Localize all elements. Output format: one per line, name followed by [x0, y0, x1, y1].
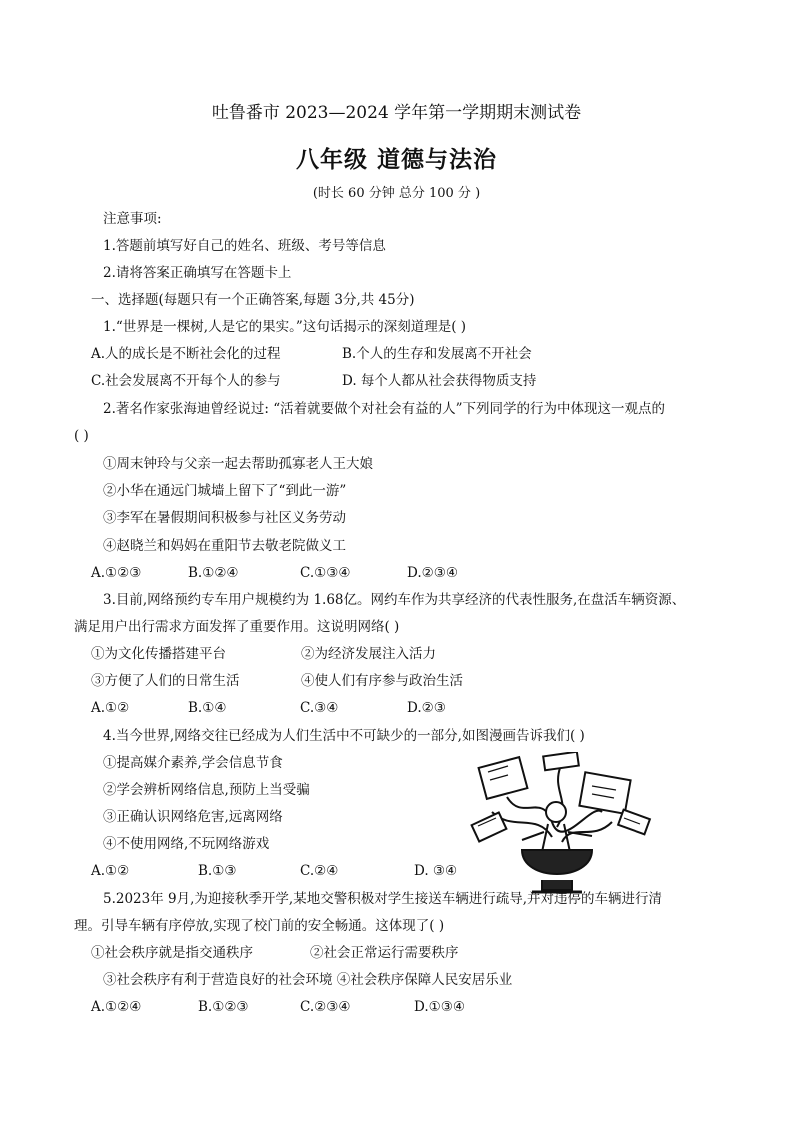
q2-option-d: D.②③④ — [407, 565, 458, 581]
monitor-top — [543, 752, 579, 770]
note-item-1: 1.答题前填写好自己的姓名、班级、考号等信息 — [103, 238, 386, 254]
q3-stem-cont: 满足用户出行需求方面发挥了重要作用。这说明网络( ) — [74, 619, 400, 635]
q1-option-a: A.人的成长是不断社会化的过程 — [91, 346, 281, 362]
q4-item-4: ④不使用网络,不玩网络游戏 — [103, 836, 270, 852]
q2-item-3: ③李军在暑假期间积极参与社区义务劳动 — [103, 510, 346, 526]
q2-item-4: ④赵晓兰和妈妈在重阳节去敬老院做义工 — [103, 538, 346, 554]
q2-option-c: C.①③④ — [300, 565, 351, 581]
exam-duration: (时长 60 分钟 总分 100 分 ) — [312, 186, 481, 201]
q4-item-2: ②学会辨析网络信息,预防上当受骗 — [103, 782, 310, 798]
q3-item-4: ④使人们有序参与政治生活 — [301, 673, 463, 689]
q1-option-b: B.个人的生存和发展离不开社会 — [342, 346, 532, 362]
q5-items-row2: ③社会秩序有利于营造良好的社会环境 ④社会秩序保障人民安居乐业 — [103, 972, 513, 988]
note-item-2: 2.请将答案正确填写在答题卡上 — [103, 265, 292, 281]
q2-option-a: A.①②③ — [91, 565, 142, 581]
q3-option-d: D.②③ — [407, 700, 446, 716]
exam-title: 吐鲁番市 2023—2024 学年第一学期期末测试卷 — [211, 103, 582, 123]
cup-base — [522, 850, 592, 874]
q1-stem: 1.“世界是一棵树,人是它的果实。”这句话揭示的深刻道理是( ) — [103, 319, 467, 335]
q2-stem-cont: ( ) — [74, 428, 89, 444]
q4-option-d: D. ③④ — [414, 863, 458, 879]
q2-item-1: ①周末钟玲与父亲一起去帮助孤寡老人王大娘 — [103, 456, 373, 472]
q3-option-b: B.①④ — [188, 700, 227, 716]
q4-option-c: C.②④ — [300, 863, 339, 879]
q3-item-3: ③方便了人们的日常生活 — [91, 673, 240, 689]
q1-option-c: C.社会发展离不开每个人的参与 — [91, 373, 281, 389]
q3-item-1: ①为文化传播搭建平台 — [91, 646, 226, 662]
notes-heading: 注意事项: — [103, 211, 162, 227]
q4-option-b: B.①③ — [198, 863, 237, 879]
exam-subject: 八年级 道德与法治 — [295, 146, 497, 173]
network-cartoon-illustration — [452, 752, 662, 902]
q2-item-2: ②小华在通远门城墙上留下了“到此一游” — [103, 483, 347, 499]
q3-stem: 3.目前,网络预约专车用户规模约为 1.68亿。网约车作为共享经济的代表性服务,在盘活车辆资源、 — [103, 592, 686, 608]
q5-item-2: ②社会正常运行需要秩序 — [310, 945, 459, 961]
q5-option-a: A.①②④ — [91, 999, 142, 1015]
q5-item-1: ①社会秩序就是指交通秩序 — [91, 945, 253, 961]
paper-note-left — [472, 813, 507, 842]
q5-stem-cont: 理。引导车辆有序停放,实现了校门前的安全畅通。这体现了( ) — [74, 918, 445, 934]
q5-option-c: C.②③④ — [300, 999, 351, 1015]
person-head — [546, 802, 566, 822]
q3-item-2: ②为经济发展注入活力 — [301, 646, 436, 662]
q2-option-b: B.①②④ — [188, 565, 239, 581]
q5-option-b: B.①②③ — [198, 999, 249, 1015]
person-body — [522, 824, 592, 852]
q4-stem: 4.当今世界,网络交往已经成为人们生活中不可缺少的一部分,如图漫画告诉我们( ) — [103, 728, 585, 744]
section-heading: 一、选择题(每题只有一个正确答案,每题 3分,共 45分) — [91, 292, 415, 308]
monitor-left — [479, 757, 528, 799]
q4-item-3: ③正确认识网络危害,远离网络 — [103, 809, 283, 825]
q4-item-1: ①提高媒介素养,学会信息节食 — [103, 755, 283, 771]
monitor-right — [579, 772, 630, 813]
q5-option-d: D.①③④ — [414, 999, 465, 1015]
q4-option-a: A.①② — [91, 863, 130, 879]
q1-option-d: D. 每个人都从社会获得物质支持 — [342, 373, 537, 389]
q2-stem: 2.著名作家张海迪曾经说过: “活着就要做个对社会有益的人”下列同学的行为中体现这一观点的 — [103, 401, 666, 417]
q3-option-a: A.①② — [91, 700, 130, 716]
q5-stem: 5.2023年 9月,为迎接秋季开学,某地交警积极对学生接送车辆进行疏导,并对违停的车辆进行清 — [103, 891, 662, 907]
q3-option-c: C.③④ — [300, 700, 339, 716]
